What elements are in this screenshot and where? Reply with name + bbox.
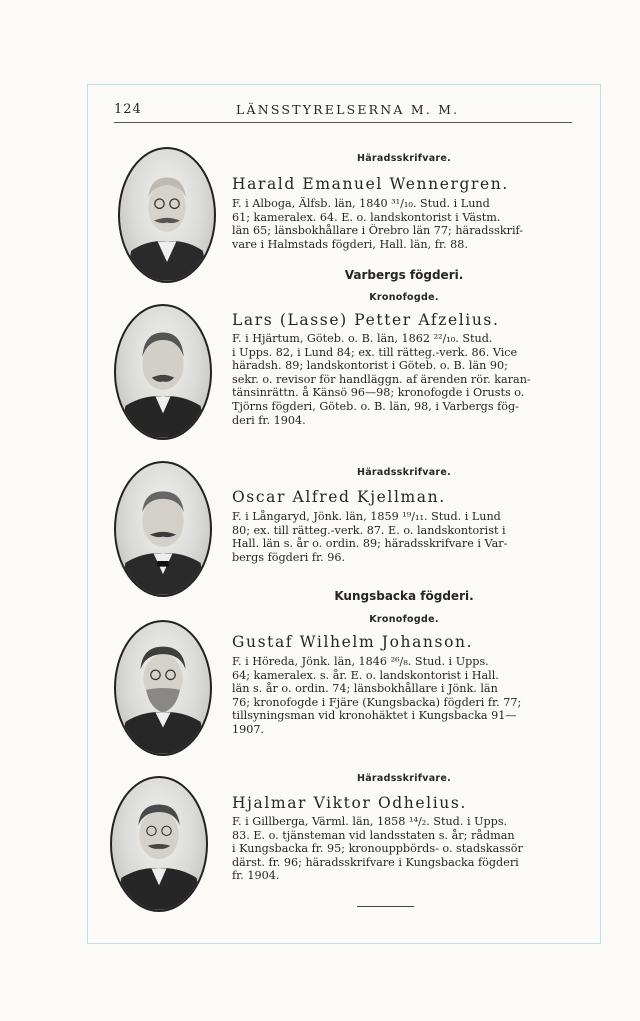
role-label: Häradsskrifvare. bbox=[356, 153, 452, 164]
bio-line: F. i Höreda, Jönk. län, 1846 ²⁶/₈. Stud. i Upps. bbox=[232, 655, 489, 668]
bio-line: därst. fr. 96; häradsskrifvare i Kungsbacka fögderi bbox=[232, 855, 519, 869]
portrait-photo bbox=[112, 778, 206, 910]
bio-line: Tjörns fögderi, Göteb. o. B. län, 98, i Varbergs fög- bbox=[232, 399, 519, 413]
role-label: Kronofogde. bbox=[369, 614, 439, 625]
bio-text bbox=[232, 510, 574, 564]
bio-line: län s. år o. ordin. 74; länsbokhållare i Jönk. län bbox=[232, 682, 498, 696]
header-rule bbox=[114, 122, 572, 123]
person-name: Harald Emanuel Wennergren. bbox=[232, 175, 509, 193]
portrait-photo bbox=[116, 306, 210, 438]
bio-line: fr. 1904. bbox=[232, 869, 280, 883]
portrait-odhelius bbox=[110, 776, 208, 912]
bio-line: tillsyningsman vid kronohäktet i Kungsbacka 91— bbox=[232, 709, 517, 723]
role-label: Kronofogde. bbox=[369, 292, 439, 303]
bio-line: 76; kronofogde i Fjäre (Kungsbacka) fögderi fr. 77; bbox=[232, 695, 522, 709]
bio-line: F. i Alboga, Älfsb. län, 1840 ³¹/₁₀. Stud. i Lund bbox=[232, 197, 490, 210]
bio-line: häradsh. 89; landskontorist i Göteb. o. B. län 90; bbox=[232, 359, 508, 373]
bio-line: tänsinrättn. å Känsö 96—98; kronofogde i Orusts o. bbox=[232, 386, 525, 400]
bio-line: Hall. län s. år o. ordin. 89; häradsskrifvare i Var- bbox=[232, 537, 508, 551]
bio-line: sekr. o. revisor för handläggn. af ärenden rör. karan- bbox=[232, 372, 531, 386]
person-name: Oscar Alfred Kjellman. bbox=[232, 488, 446, 506]
role-label: Häradsskrifvare. bbox=[356, 467, 452, 478]
bio-line: vare i Halmstads fögderi, Hall. län, fr. 88. bbox=[232, 237, 468, 251]
bio-line: deri fr. 1904. bbox=[232, 413, 306, 427]
role-label: Häradsskrifvare. bbox=[356, 773, 452, 784]
portrait-photo bbox=[120, 149, 214, 281]
page-number: 124 bbox=[114, 102, 142, 117]
bio-line: bergs fögderi fr. 96. bbox=[232, 550, 346, 564]
bio-text bbox=[232, 332, 574, 427]
bio-text bbox=[232, 197, 574, 251]
district-heading: Varbergs fögderi. bbox=[344, 268, 464, 282]
portrait-photo bbox=[116, 463, 210, 595]
bio-line: i Kungsbacka fr. 95; kronouppbörds- o. stadskassör bbox=[232, 842, 523, 856]
bio-line: F. i Hjärtum, Göteb. o. B. län, 1862 ²²/₁₀. Stud. bbox=[232, 332, 493, 345]
portrait-kjellman bbox=[114, 461, 212, 597]
bio-line: län 65; länsbokhållare i Örebro län 77; häradsskrif- bbox=[232, 224, 524, 238]
end-rule bbox=[357, 906, 414, 907]
person-name: Hjalmar Viktor Odhelius. bbox=[232, 794, 467, 812]
portrait-wennergren bbox=[118, 147, 216, 283]
district-heading: Kungsbacka fögderi. bbox=[334, 589, 474, 603]
bio-line: 1907. bbox=[232, 722, 265, 736]
bio-text bbox=[232, 655, 574, 737]
person-name: Gustaf Wilhelm Johanson. bbox=[232, 633, 474, 651]
portrait-photo bbox=[116, 622, 210, 754]
bio-line: 80; ex. till rätteg.-verk. 87. E. o. landskontorist i bbox=[232, 523, 506, 537]
page-header bbox=[114, 102, 572, 120]
bio-line: 83. E. o. tjänsteman vid landsstaten s. år; rådman bbox=[232, 828, 515, 842]
bio-line: F. i Långaryd, Jönk. län, 1859 ¹⁹/₁₁. Stud. i Lund bbox=[232, 510, 501, 523]
bio-text bbox=[232, 815, 574, 883]
person-name: Lars (Lasse) Petter Afzelius. bbox=[232, 311, 500, 329]
portrait-afzelius bbox=[114, 304, 212, 440]
bio-line: 61; kameralex. 64. E. o. landskontorist i Västm. bbox=[232, 210, 501, 224]
portrait-johanson bbox=[114, 620, 212, 756]
running-title: LÄNSSTYRELSERNA M. M. bbox=[236, 102, 460, 117]
bio-line: F. i Gillberga, Värml. län, 1858 ¹⁴/₂. Stud. i Upps. bbox=[232, 815, 508, 828]
bio-line: i Upps. 82, i Lund 84; ex. till rätteg.-verk. 86. Vice bbox=[232, 345, 518, 359]
bio-line: 64; kameralex. s. år. E. o. landskontorist i Hall. bbox=[232, 668, 499, 682]
